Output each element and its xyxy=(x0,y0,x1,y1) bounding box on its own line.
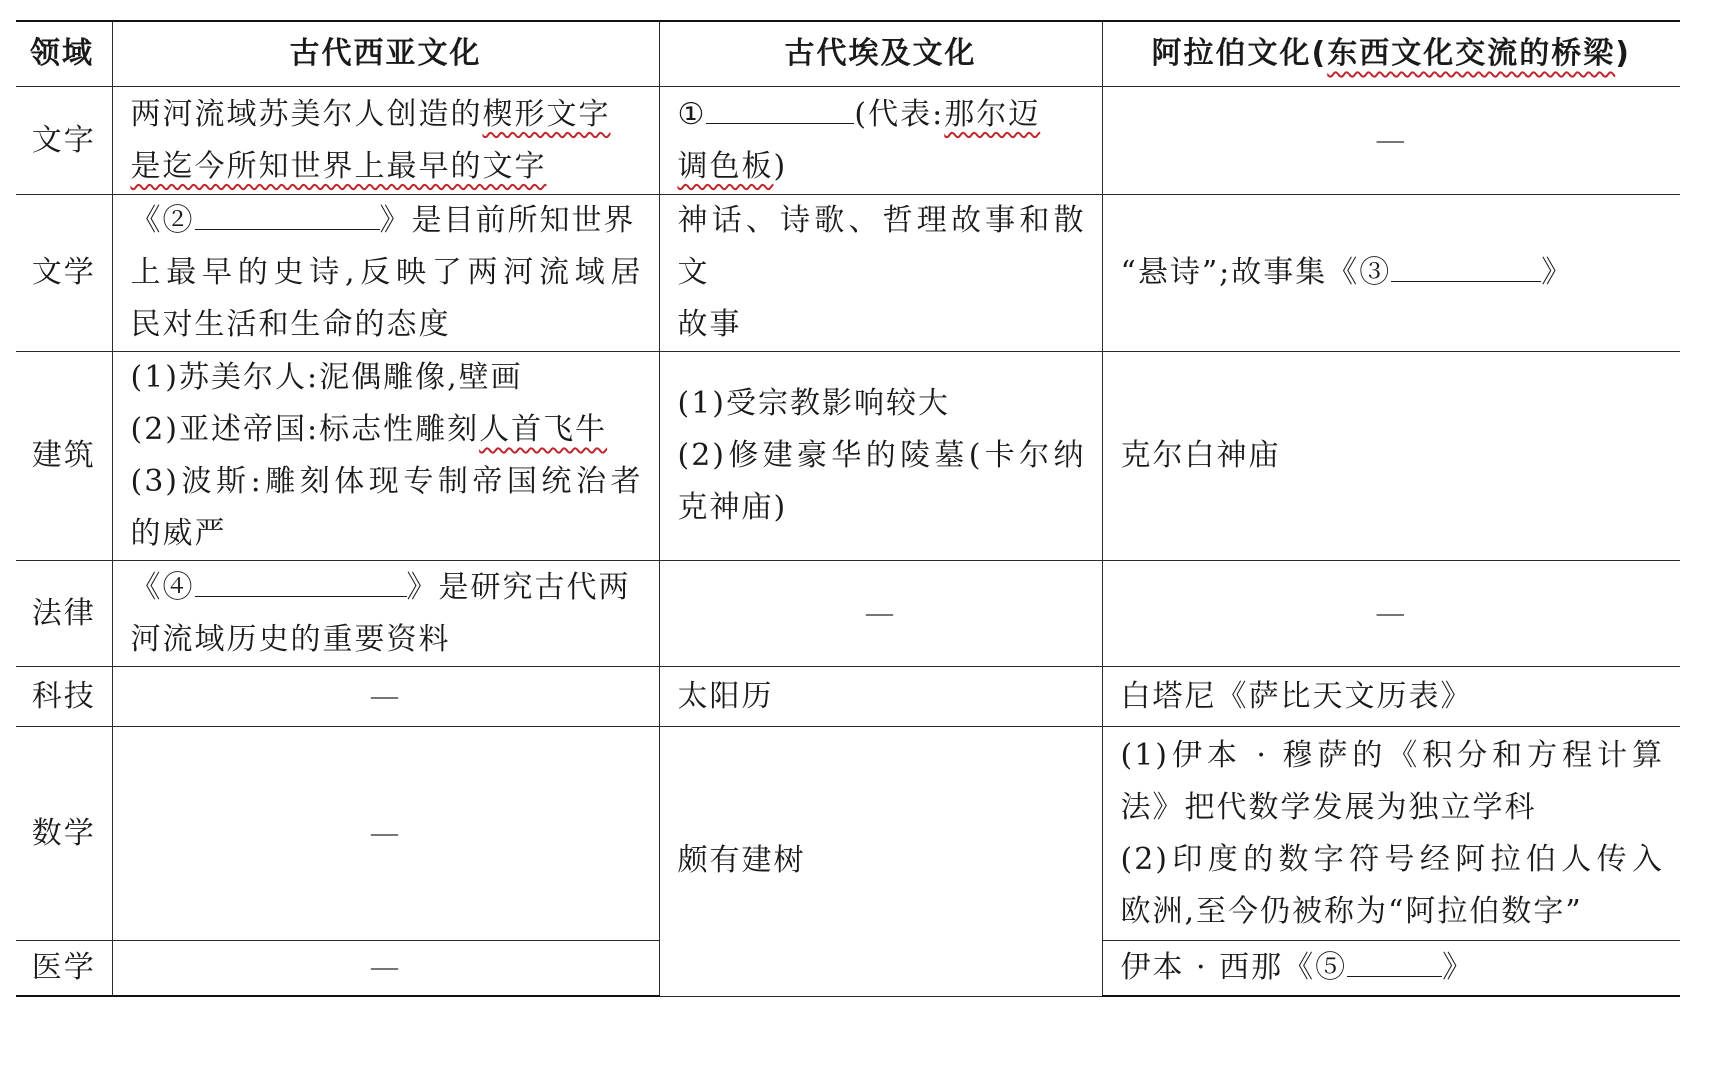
math-arab-line-2: 法》把代数学发展为独立学科 xyxy=(1120,789,1537,825)
literature-egypt xyxy=(659,195,1102,352)
law-arab: — xyxy=(1102,561,1680,667)
architecture-egypt-line-1: (1)受宗教影响较大 xyxy=(677,386,950,421)
architecture-egypt-line-3: 克神庙) xyxy=(677,490,788,525)
math-arab-line-4: 欧洲,至今仍被称为“阿拉伯数字” xyxy=(1120,893,1583,929)
medicine-arab xyxy=(1102,941,1680,997)
field-literature: 文学 xyxy=(16,195,112,352)
culture-comparison-table xyxy=(16,20,1680,997)
blank-5[interactable] xyxy=(1347,946,1442,977)
law-west-asia xyxy=(112,561,659,667)
header-arab-note: 东西文化交流的桥梁 xyxy=(1327,36,1616,71)
row-law xyxy=(16,561,1680,667)
field-medicine: 医学 xyxy=(16,941,112,997)
tech-west-asia: — xyxy=(112,667,659,727)
blank-2[interactable] xyxy=(195,199,380,230)
row-tech xyxy=(16,667,1680,727)
architecture-line-4: 的威严 xyxy=(130,516,227,551)
literature-text-b: 》是目前所知世界 xyxy=(379,203,636,238)
math-arab-line-3: (2)印度的数字符号经阿拉伯人传入 xyxy=(1120,841,1664,877)
blank-3-marker: “悬诗”;故事集《③ xyxy=(1120,255,1392,290)
field-architecture: 建筑 xyxy=(16,352,112,561)
earliest-writing-note: 是迄今所知世界上最早的文字 xyxy=(130,148,547,184)
header-row xyxy=(16,21,1680,87)
writing-line-1 xyxy=(131,89,643,141)
field-tech: 科技 xyxy=(16,667,112,727)
writing-egypt-line-1 xyxy=(678,89,1086,141)
medicine-arab-close: 》 xyxy=(1442,950,1475,985)
blank-3[interactable] xyxy=(1391,251,1541,282)
architecture-egypt-line-2: (2)修建豪华的陵墓(卡尔纳 xyxy=(677,438,1086,473)
blank-4-marker: 《④ xyxy=(130,569,195,605)
palette-term: 调色板 xyxy=(677,148,774,184)
math-west-asia: — xyxy=(112,727,659,941)
architecture-line-3: (3)波斯:雕刻体现专制帝国统治者 xyxy=(130,464,643,499)
writing-text-a: 两河流域苏美尔人创造的 xyxy=(130,96,483,132)
literature-egypt-line-1: 神话、诗歌、哲理故事和散文 xyxy=(677,203,1086,290)
blank-2-marker: 《② xyxy=(130,203,195,238)
row-architecture xyxy=(16,352,1680,561)
math-medicine-egypt: 颇有建树 xyxy=(659,727,1102,997)
field-writing: 文字 xyxy=(16,87,112,195)
blank-4[interactable] xyxy=(195,566,407,597)
row-math xyxy=(16,727,1680,941)
architecture-assyria: (2)亚述帝国:标志性雕刻 xyxy=(130,412,480,447)
architecture-line-1: (1)苏美尔人:泥偶雕像,壁画 xyxy=(130,360,523,395)
architecture-line-2 xyxy=(131,404,643,456)
header-west-asia: 古代西亚文化 xyxy=(112,21,659,87)
literature-arab-close: 》 xyxy=(1541,255,1574,290)
field-math: 数学 xyxy=(16,727,112,941)
writing-egypt xyxy=(659,87,1102,195)
literature-west-asia xyxy=(112,195,659,352)
literature-line-2: 上最早的史诗,反映了两河流域居 xyxy=(130,255,643,290)
literature-arab xyxy=(1102,195,1680,352)
blank-1[interactable] xyxy=(706,93,854,124)
math-arab xyxy=(1102,727,1680,941)
header-egypt: 古代埃及文化 xyxy=(659,21,1102,87)
header-field: 领域 xyxy=(16,21,112,87)
blank-5-marker: 伊本 · 西那《⑤ xyxy=(1120,950,1348,985)
tech-arab: 白塔尼《萨比天文历表》 xyxy=(1102,667,1680,727)
field-law: 法律 xyxy=(16,561,112,667)
law-line-1 xyxy=(131,562,643,614)
writing-egypt-line-2 xyxy=(678,141,1086,193)
header-arab xyxy=(1102,21,1680,87)
writing-egypt-close: ) xyxy=(773,148,788,184)
writing-line-2 xyxy=(131,141,643,193)
writing-egypt-text-a: (代表: xyxy=(854,96,945,132)
tech-egypt: 太阳历 xyxy=(659,667,1102,727)
literature-line-1 xyxy=(131,195,643,247)
cuneiform-term: 楔形文字 xyxy=(482,96,611,132)
row-writing xyxy=(16,87,1680,195)
architecture-west-asia xyxy=(112,352,659,561)
law-line-2: 河流域历史的重要资料 xyxy=(130,621,451,657)
row-literature xyxy=(16,195,1680,352)
writing-arab: — xyxy=(1102,87,1680,195)
math-arab-line-1: (1)伊本 · 穆萨的《积分和方程计算 xyxy=(1120,737,1664,773)
medicine-west-asia: — xyxy=(112,941,659,997)
architecture-egypt xyxy=(659,352,1102,561)
blank-1-marker: ① xyxy=(677,96,707,132)
literature-line-3: 民对生活和生命的态度 xyxy=(130,307,451,342)
narmer-term: 那尔迈 xyxy=(944,96,1041,132)
header-arab-close: ) xyxy=(1615,36,1631,71)
law-text-b: 》是研究古代两 xyxy=(406,569,631,605)
literature-egypt-line-2: 故事 xyxy=(677,307,742,342)
writing-west-asia xyxy=(112,87,659,195)
law-egypt: — xyxy=(659,561,1102,667)
lamassu-term: 人首飞牛 xyxy=(479,412,608,447)
architecture-arab: 克尔白神庙 xyxy=(1102,352,1680,561)
header-arab-title: 阿拉伯文化( xyxy=(1151,36,1328,71)
